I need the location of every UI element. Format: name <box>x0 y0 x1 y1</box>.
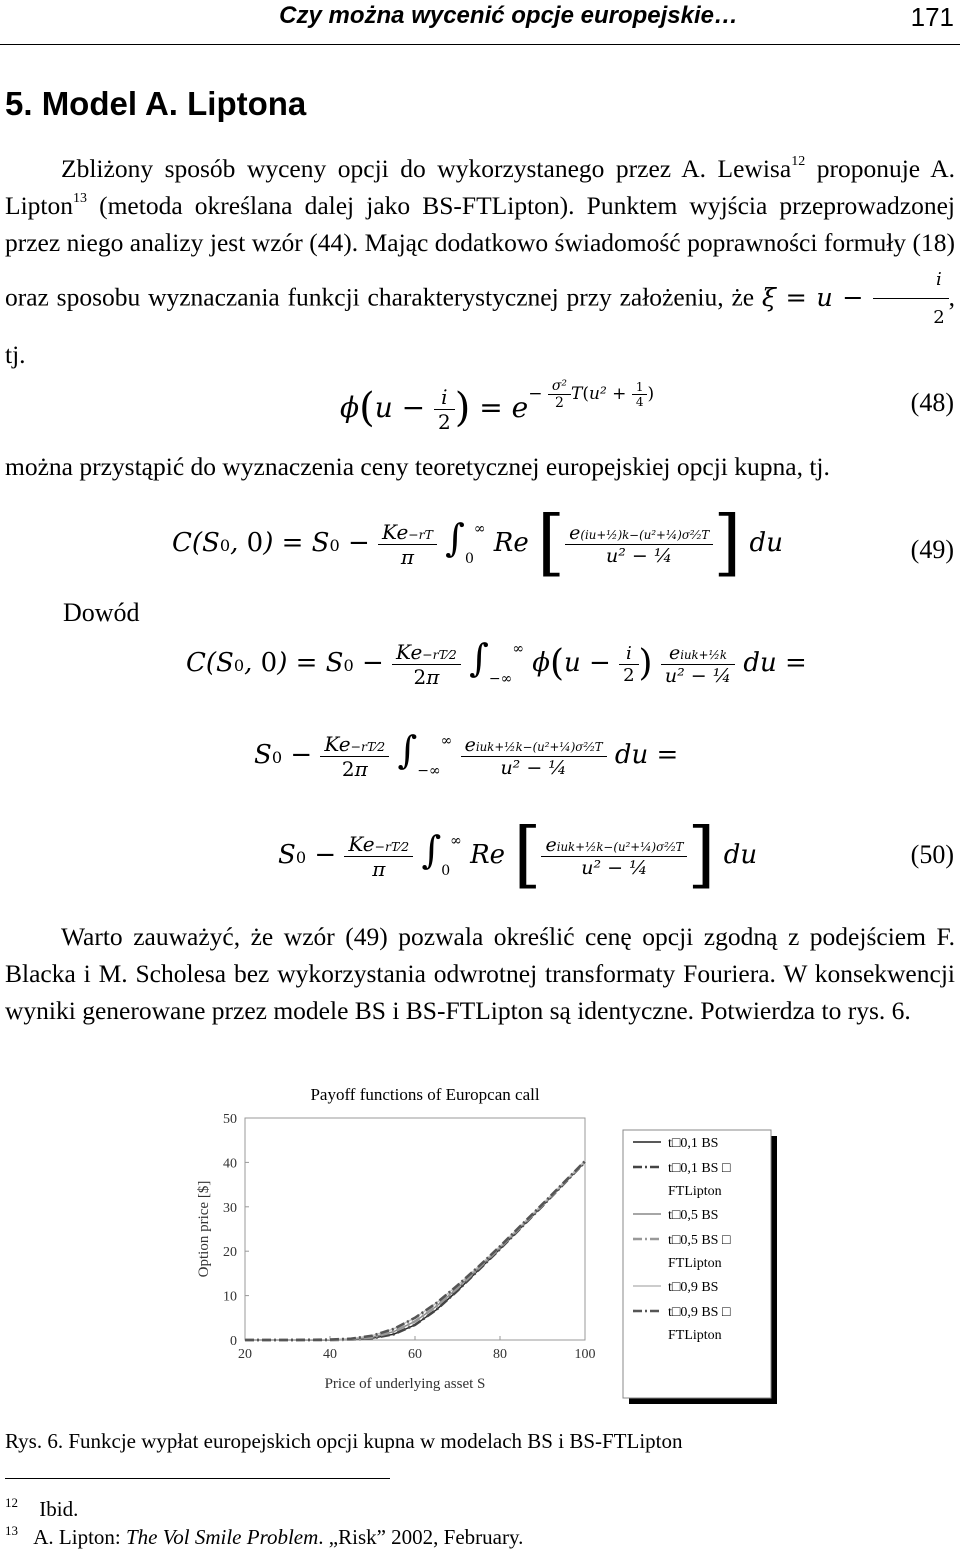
equation-50-line-1: C(S0, 0) = S0 − $\frac{Ke-rT⁄2}{2\pi}$ $\int_{-\infty}^\infty$ ϕ(u − $\frac{i}{2}$ ) $\frac{\text{eiuk+½k}}{\text{u² − ¼}}$ du = <box>186 636 807 689</box>
figure-caption: Rys. 6. Funkcje wypłat europejskich opcji kupna w modelach BS i BS-FTLipton <box>5 1429 683 1453</box>
chart-title: Payoff functions of Europcan call <box>310 1085 540 1104</box>
y-tick-label: 0 <box>230 1334 237 1349</box>
legend-label: FTLipton <box>668 1256 722 1271</box>
footnote-number: 12 <box>5 1495 18 1510</box>
equation-number-49: (49) <box>910 535 954 564</box>
paragraph-text: Zbliżony sposób wyceny opcji do wykorzystanego przez A. Lewisa <box>61 154 792 183</box>
x-axis-label: Price of underlying asset S <box>324 1376 486 1392</box>
x-tick-label: 40 <box>323 1347 337 1362</box>
series-line <box>245 1161 585 1340</box>
footnote-ref-12: 12 <box>791 154 806 169</box>
legend-label: t□0,1 BS □ <box>668 1161 731 1176</box>
running-header <box>0 0 960 45</box>
footnote-ref-13: 13 <box>73 191 87 206</box>
x-tick-label: 20 <box>238 1347 252 1362</box>
y-tick-label: 40 <box>223 1156 237 1172</box>
running-title: Czy można wycenić opcje europejskie… <box>279 2 738 29</box>
equation-50-line-2: S0 − $\frac{Ke-rT⁄2}{2\pi}$ $\int_{-\infty}^\infty$ $\frac{\text{eiuk+½k−(u²+¼)σ²⁄₂T}}{\text{u² − ¼}}$ du = <box>254 728 679 781</box>
paragraph-intro <box>5 150 955 373</box>
x-tick-label: 100 <box>574 1347 596 1362</box>
footnote-rule <box>5 1478 390 1479</box>
equation-number-50: (50) <box>910 840 954 869</box>
inline-formula-xi: ξ = u − $\frac{i}{2}$ <box>762 283 949 313</box>
footnote-13 <box>5 1525 523 1550</box>
equation-49: C(S0, 0) = S0 − $\frac{Ke-rT}{\pi}$ $\int_0^\infty$ Re [ $\frac{\text{e(iu+½)k−(u²+¼)σ²⁄₂T}}{\text{u² − ¼}}$ ] du <box>172 500 783 584</box>
page-number: 171 <box>910 2 954 32</box>
equation-50-line-3: S0 − $\frac{Ke-rT⁄2}{\pi}$ $\int_0^\infty$ Re [ $\frac{\text{eiuk+½k−(u²+¼)σ²⁄₂T}}{\text{u² − ¼}}$ ] du <box>278 812 758 896</box>
paragraph-text: , tj. <box>5 282 956 369</box>
footnote-number: 13 <box>5 1523 18 1538</box>
series-line <box>245 1162 585 1341</box>
x-tick-label: 60 <box>408 1347 422 1362</box>
footnote-title: The Vol Smile Problem <box>126 1525 319 1549</box>
series-line <box>245 1162 585 1340</box>
legend-label: t□0,9 BS □ <box>668 1305 731 1320</box>
series-line <box>245 1161 585 1340</box>
legend-label: FTLipton <box>668 1184 722 1199</box>
legend-label: t□0,5 BS <box>668 1208 719 1223</box>
payoff-chart <box>190 1078 780 1408</box>
series-line <box>245 1162 585 1340</box>
y-tick-label: 10 <box>223 1289 237 1305</box>
footnote-text: A. Lipton: <box>33 1525 126 1549</box>
legend-label: t□0,1 BS <box>668 1136 719 1151</box>
plot-frame <box>245 1118 585 1340</box>
section-heading: 5. Model A. Liptona <box>5 85 307 122</box>
y-tick-label: 20 <box>223 1245 237 1261</box>
y-tick-label: 30 <box>223 1200 237 1216</box>
equation-number-48: (48) <box>910 388 954 417</box>
y-axis-label: Option price [$] <box>196 1180 212 1278</box>
footnote-12 <box>5 1497 78 1522</box>
y-tick-label: 50 <box>223 1112 237 1127</box>
series-line <box>245 1162 585 1341</box>
footnote-text: . „Risk” 2002, February. <box>318 1525 524 1549</box>
paragraph-text: (metoda określana dalej jako BS-FTLipton). Punktem wyjścia przeprowadzonej przez niego analizy jest wzór (44). Mając dodatkowo świadomość poprawności formuły (18) oraz sposobu wyznaczania funkcji charakterystycznej przy założeniu, że <box>5 191 955 312</box>
legend-label: t□0,5 BS □ <box>668 1233 731 1248</box>
equation-48: ϕ(u − $\frac{i}{2}$ ) = $e^{- \frac{\text{σ²}}{2} T(u^2 + \frac{1}{4} )}$ <box>340 378 655 434</box>
paragraph-conclusion: Warto zauważyć, że wzór (49) pozwala określić cenę opcji zgodną z podejściem F. Blacka i M. Scholesa bez wykorzystania odwrotnej transformaty Fouriera. W konsekwencji wyniki generowane przez modele BS i BS-FTLipton są identyczne. Potwierdza to rys. 6. <box>5 922 955 1025</box>
paragraph-text: proponuje A. Lipton <box>5 154 955 220</box>
paragraph-continue: można przystąpić do wyznaczenia ceny teoretycznej europejskiej opcji kupna, tj. <box>5 452 830 481</box>
legend-label: FTLipton <box>668 1328 722 1343</box>
legend-label: t□0,9 BS <box>668 1280 719 1295</box>
proof-label: Dowód <box>63 598 140 627</box>
footnote-text: Ibid. <box>39 1497 79 1521</box>
x-tick-label: 80 <box>493 1347 507 1362</box>
